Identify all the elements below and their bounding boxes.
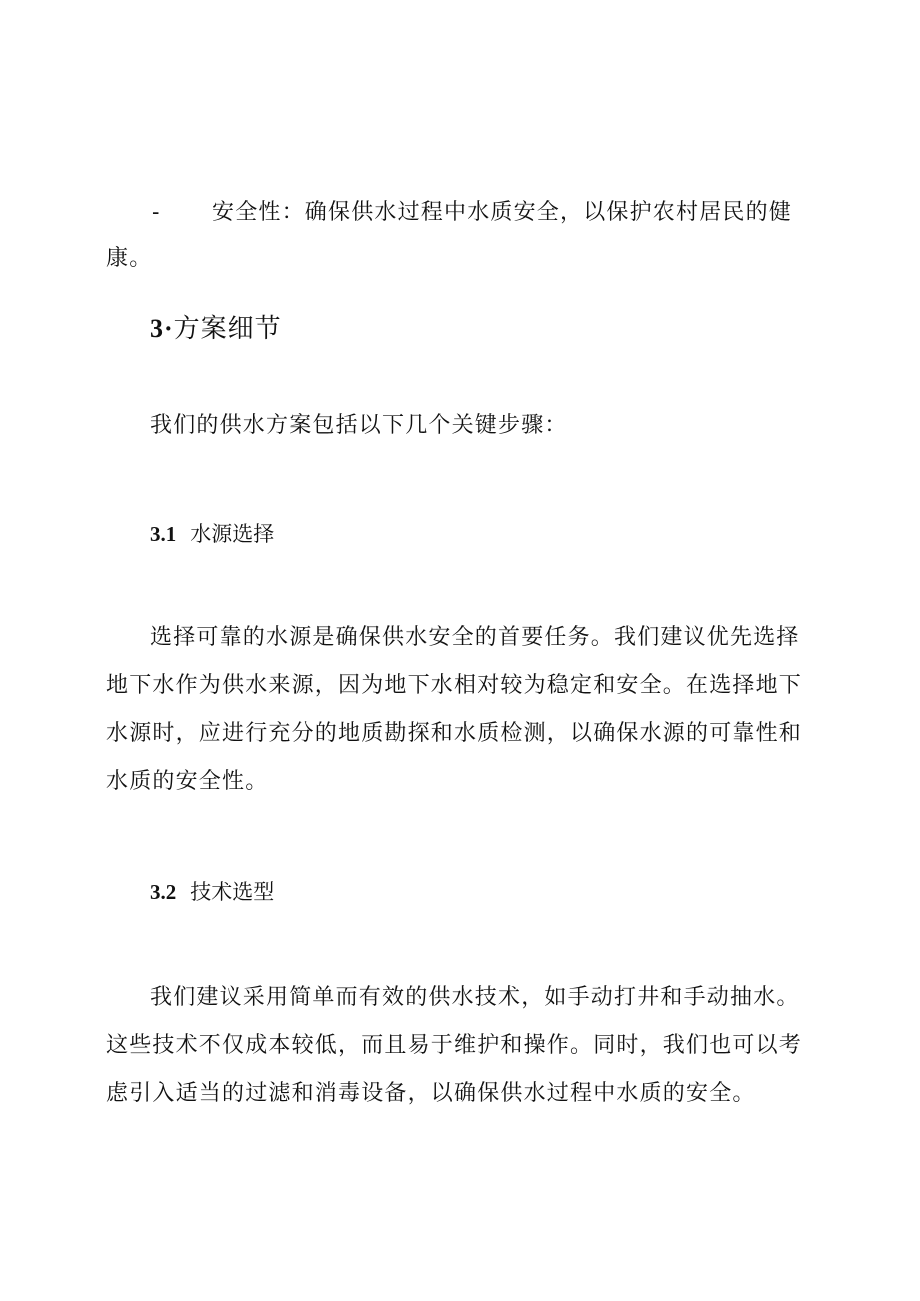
section-3-1-title: 水源选择 [190,522,275,546]
section-3-1-number: 3.1 [150,522,177,546]
section-3-2-title: 技术选型 [190,880,275,904]
section-3-title: 方案细节 [173,314,282,344]
section-3-heading [150,306,282,352]
section-3-1-heading [150,514,274,554]
bullet-item-safety [106,190,806,282]
section-3-2-heading [150,872,274,912]
bullet-text: 安全性：确保供水过程中水质安全，以保护农村居民的健康。 [106,200,793,271]
section-3-2-body: 我们建议采用简单而有效的供水技术，如手动打井和手动抽水。这些技术不仅成本较低，而且易于维护和操作。同时，我们也可以考虑引入适当的过滤和消毒设备，以确保供水过程中水质的安全。 [106,985,803,1106]
section-3-number: 3· [150,314,174,343]
section-3-intro: 我们的供水方案包括以下几个关键步骤： [150,413,568,438]
section-3-1-body: 选择可靠的水源是确保供水安全的首要任务。我们建议优先选择地下水作为供水来源，因为地下水相对较为稳定和安全。在选择地下水源时，应进行充分的地质勘探和水质检测，以确保水源的可靠性和水质的安全性。 [106,625,803,794]
section-3-2-number: 3.2 [150,880,177,904]
bullet-dash: - [152,200,161,225]
